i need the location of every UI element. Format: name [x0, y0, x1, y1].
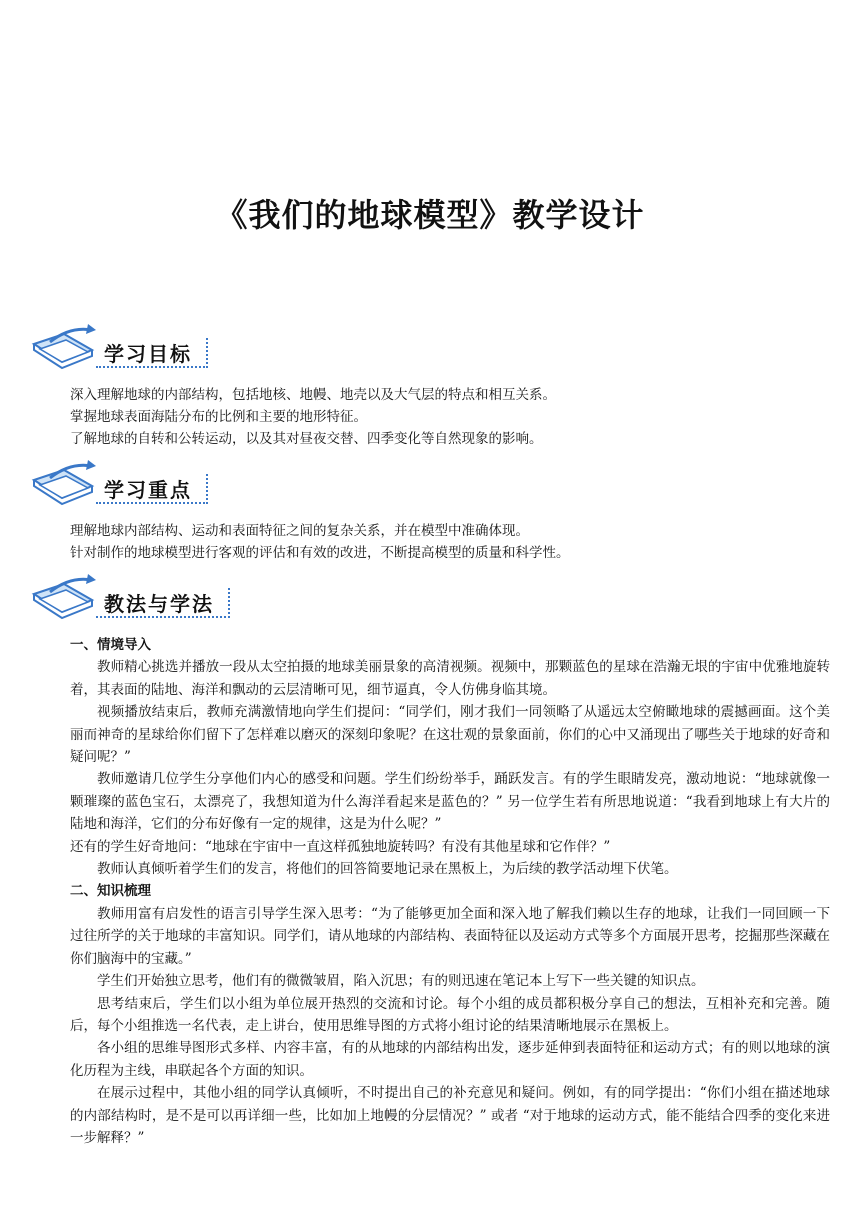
subsection-title: 一、情境导入 [70, 637, 151, 653]
section-heading-label: 学习目标 [104, 341, 192, 366]
section-heading-label: 学习重点 [104, 477, 192, 502]
objectives-list [70, 384, 830, 450]
list-item: 针对制作的地球模型进行客观的评估和有效的改进，不断提高模型的质量和科学性。 [70, 545, 570, 561]
section-heading-methods [30, 572, 270, 620]
paragraph: 教师用富有启发性的语言引导学生深入思考：“为了能够更加全面和深入地了解我们赖以生存的地球，让我们一同回顾一下过往所学的关于地球的丰富知识。同学们，请从地球的内部结构、表面特征以及运动方式等多个方面展开思考，挖掘那些深藏在你们脑海中的宝藏。” [70, 905, 830, 967]
list-item: 掌握地球表面海陆分布的比例和主要的地形特征。 [70, 409, 367, 425]
list-item: 了解地球的自转和公转运动，以及其对昼夜交替、四季变化等自然现象的影响。 [70, 431, 543, 447]
paragraph: 还有的学生好奇地问：“地球在宇宙中一直这样孤独地旋转吗？有没有其他星球和它作伴？” [70, 838, 611, 855]
paragraph: 视频播放结束后，教师充满激情地向学生们提问：“同学们，刚才我们一同领略了从遥远太空俯瞰地球的震撼画面。这个美丽而神奇的星球给你们留下了怎样难以磨灭的深刻印象呢？在这壮观的景象面前，你们的心中又涌现出了哪些关于地球的好奇和疑问呢？” [70, 704, 830, 766]
paragraph: 思考结束后，学生们以小组为单位展开热烈的交流和讨论。每个小组的成员都积极分享自己的想法，互相补充和完善。随后，每个小组推选一名代表，走上讲台，使用思维导图的方式将小组讨论的结果清晰地展示在黑板上。 [70, 995, 830, 1034]
methods-body [70, 634, 830, 1149]
list-item: 深入理解地球的内部结构，包括地核、地幔、地壳以及大气层的特点和相互关系。 [70, 387, 556, 403]
section-heading-label: 教法与学法 [104, 591, 214, 616]
list-item: 理解地球内部结构、运动和表面特征之间的复杂关系，并在模型中准确体现。 [70, 523, 529, 539]
key-points-list [70, 520, 830, 564]
section-heading-key-points [30, 458, 270, 506]
paragraph: 学生们开始独立思考，他们有的微微皱眉，陷入沉思；有的则迅速在笔记本上写下一些关键的知识点。 [97, 973, 705, 990]
subsection-title: 二、知识梳理 [70, 883, 151, 900]
paragraph: 教师精心挑选并播放一段从太空拍摄的地球美丽景象的高清视频。视频中，那颗蓝色的星球在浩瀚无垠的宇宙中优雅地旋转着，其表面的陆地、海洋和飘动的云层清晰可见，细节逼真，令人仿佛身临其境。 [70, 659, 830, 698]
paragraph: 教师认真倾听着学生们的发言，将他们的回答简要地记录在黑板上，为后续的教学活动埋下伏笔。 [97, 861, 678, 878]
page-title: 《我们的地球模型》教学设计 [215, 196, 645, 234]
paragraph: 教师邀请几位学生分享他们内心的感受和问题。学生们纷纷举手，踊跃发言。有的学生眼睛发亮，激动地说：“地球就像一颗璀璨的蓝色宝石，太漂亮了，我想知道为什么海洋看起来是蓝色的？” 另一位学生若有所思地说道：“我看到地球上有大片的陆地和海洋，它们的分布好像有一定的规律，这是为什么呢？” [70, 771, 830, 833]
paragraph: 各小组的思维导图形式多样、内容丰富，有的从地球的内部结构出发，逐步延伸到表面特征和运动方式；有的则以地球的演化历程为主线，串联起各个方面的知识。 [70, 1040, 830, 1079]
section-heading-objectives [30, 322, 270, 370]
paragraph: 在展示过程中，其他小组的同学认真倾听，不时提出自己的补充意见和疑问。例如，有的同学提出：“你们小组在描述地球的内部结构时，是不是可以再详细一些，比如加上地幔的分层情况？” 或者 “对于地球的运动方式，能不能结合四季的变化来进一步解释？” [70, 1085, 830, 1146]
